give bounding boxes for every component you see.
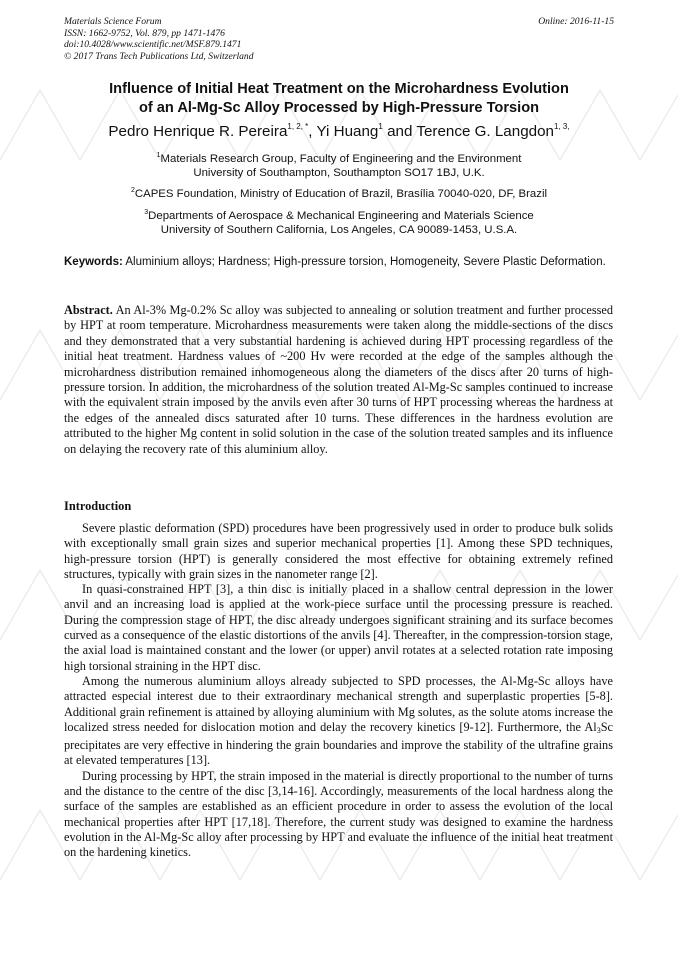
journal-copyright: © 2017 Trans Tech Publications Ltd, Switzerland [64,50,254,62]
keywords-label: Keywords: [64,256,123,268]
affiliation-1 [60,149,618,180]
paragraph: In quasi-constrained HPT [3], a thin disc is initially placed in a shallow central depression in the lower anvil and an increasing load is applied at the work-piece surface until the processing pressure is reached. During the compression stage of HPT, the disc already undergoes significant straining and its surface becomes curved as a consequence of the elastic distortions of the anvils [4]. Thereafter, in the compression-torsion stage, the axial load is maintained constant and the lower (or upper) anvil rotates at a selected rotation rate imposing high torsional straining in the HPT disc. [64,582,613,673]
online-date: Online: 2016-11-15 [538,16,614,27]
abstract-label: Abstract. [64,303,113,317]
paragraph: Severe plastic deformation (SPD) procedures have been progressively used in order to produce bulk solids with exceptionally small grain sizes and superior mechanical properties [1]. Among these SPD techniques, high-pressure torsion (HPT) is generally considered the most effective for obtaining extremely refined structures, typically with grain sizes in the nanometer range [2]. [64,521,613,581]
author-name: Pedro Henrique R. Pereira [108,123,288,140]
author-affiliation-marker: 1, 2, * [287,122,309,131]
journal-name: Materials Science Forum [64,16,162,27]
affiliation-line: University of Southern California, Los Angeles, CA 90089-1453, U.S.A. [160,224,518,237]
journal-doi[interactable]: doi:10.4028/www.scientific.net/MSF.879.1471 [64,39,242,51]
abstract-text: An Al-3% Mg-0.2% Sc alloy was subjected to annealing or solution treatment and further processed by HPT at room temperature. Microhardness measurements were taken along the middle-sections of the discs and they demonstrated that a very substantial hardening is achieved during HPT processing regardless of the initial heat treatment. Hardness values of ~200 Hv were recorded at the edge of the samples although the microhardness distribution remained inhomogeneous along the diameters of the discs after 20 turns of high-pressure torsion. In addition, the microhardness of the solution treated Al-Mg-Sc samples continued to increase with the equivalent strain imposed by the anvils even after 30 turns of HPT processing whereas the hardness at the edges of the annealed discs saturated after 10 turns. These differences in the hardness evolution are attributed to the higher Mg content in solid solution in the case of the solution treated samples and its influence on delaying the recovery rate of this aluminium alloy. [64,303,613,456]
affiliation-2 [60,184,618,201]
affiliation-3 [60,206,618,237]
paper-title-line-1: Influence of Initial Heat Treatment on the Microhardness Evolution [109,81,569,97]
paragraph-text: Sc precipitates are very effective in hindering the grain boundaries and improve the stability of the ultrafine grains at elevated temperatures [13]. [64,719,613,768]
author-name: Terence G. Langdon [416,123,554,140]
affiliation-number: 3 [144,209,149,216]
author-list [60,122,618,140]
affiliation-number: 1 [156,152,161,159]
affiliation-line: Materials Research Group, Faculty of Engineering and the Environment [160,153,522,165]
author-separator: and [382,123,417,140]
subscript: 3 [596,725,601,735]
author-name: Yi Huang [316,123,379,140]
paper-title [60,80,618,118]
affiliation-line: Departments of Aerospace & Mechanical Engineering and Materials Science [148,210,534,222]
paper-title-line-2: of an Al-Mg-Sc Alloy Processed by High-Pressure Torsion [138,100,540,116]
keywords [64,255,613,270]
section-heading-introduction: Introduction [64,499,132,513]
affiliation-line: University of Southampton, Southampton SO17 1BJ, U.K. [193,167,485,180]
author-affiliation-marker: 1 [378,122,383,131]
affiliation-line: CAPES Foundation, Ministry of Education of Brazil, Brasília 70040-020, DF, Brazil [134,188,548,200]
journal-header [64,16,254,62]
paragraph: During processing by HPT, the strain imposed in the material is directly proportional to the number of turns and the distance to the centre of the disc [3,14-16]. Accordingly, measurements of the local hardness along the surface of the samples are established as an efficient procedure in order to assess the evolution of the local mechanical properties after HPT [17,18]. Therefore, the current study was designed to examine the hardness evolution in the Al-Mg-Sc alloy after processing by HPT and evaluate the influence of the initial heat treatment on the hardening kinetics. [64,768,613,860]
paragraph [64,674,613,769]
journal-issn: ISSN: 1662-9752, Vol. 879, pp 1471-1476 [64,27,225,39]
paragraph-text: Among the numerous aluminium alloys already subjected to SPD processes, the Al-Mg-Sc alloys have attracted especial interest due to their extraordinary mechanical strength and superplastic properties [5-8]. Additional grain refinement is attained by alloying aluminium with Mg solutes, as the solute atoms increase the localized stress needed for dislocation motion and delay the recovery kinetics [9-12]. Furthermore, the Al [64,673,613,734]
keywords-text: Aluminium alloys; Hardness; High-pressure torsion, Homogeneity, Severe Plastic Deformation. [125,256,606,268]
introduction-body [64,521,613,861]
author-affiliation-marker: 1, 3, [554,122,570,131]
abstract [64,303,613,457]
author-separator: , [308,123,317,140]
affiliation-number: 2 [130,187,135,194]
